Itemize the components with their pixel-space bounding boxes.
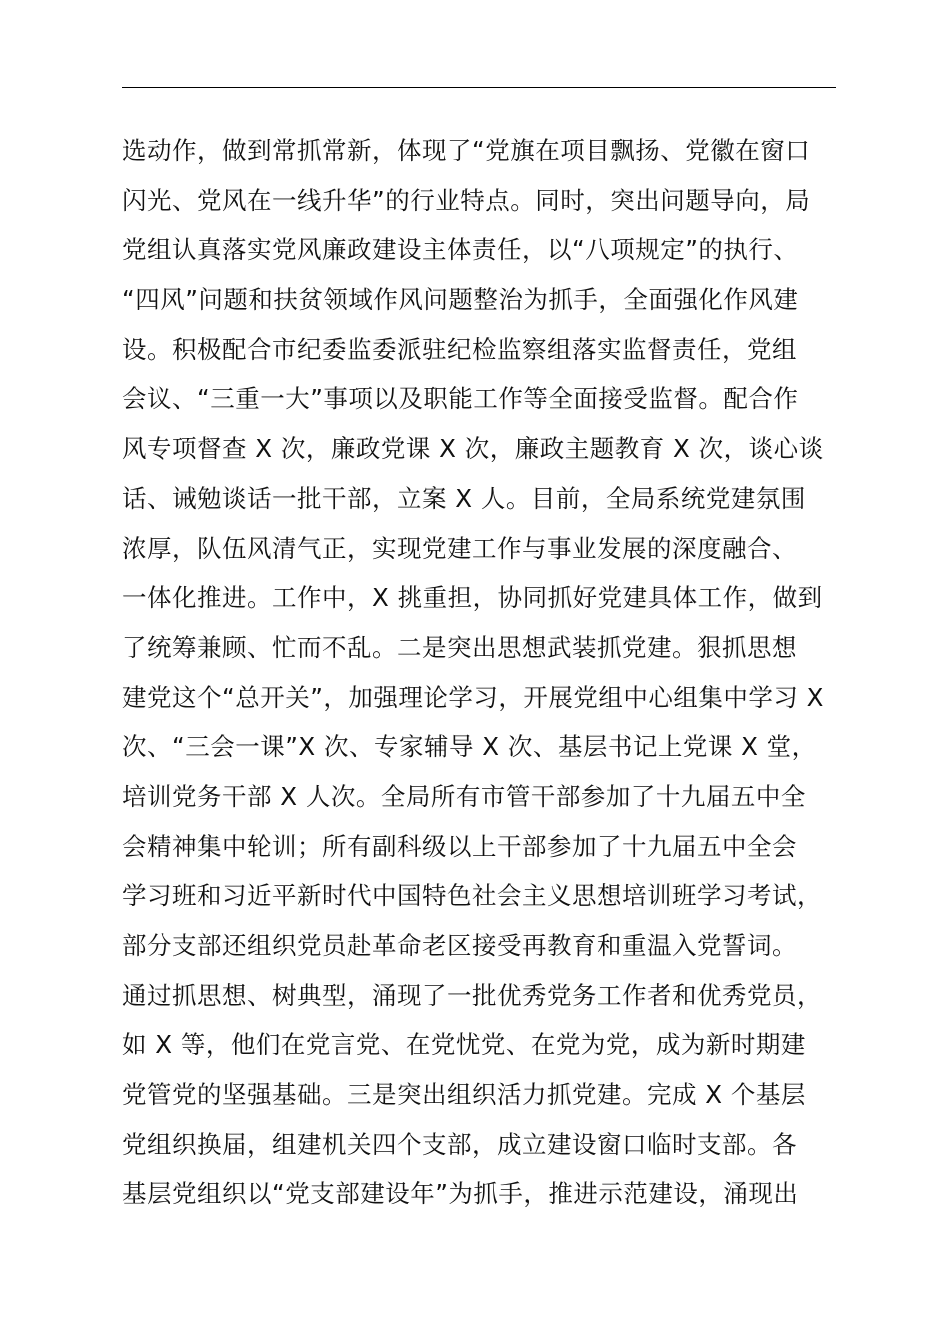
text-line: 会议、“三重一大”事项以及职能工作等全面接受监督。配合作 [122,384,799,414]
text-line: 闪光、党风在一线升华”的行业特点。同时，突出问题导向，局 [122,185,811,215]
text-line: 培训党务干部 X 人次。全局所有市管干部参加了十九届五中全 [122,781,806,811]
text-line: 基层党组织以“党支部建设年”为抓手，推进示范建设，涌现出 [122,1179,799,1209]
text-line: “四风”问题和扶贫领域作风问题整治为抓手，全面强化作风建 [122,285,799,315]
text-line: 一体化推进。工作中，X 挑重担，协同抓好党建具体工作，做到 [122,583,823,613]
text-line: 风专项督查 X 次，廉政党课 X 次，廉政主题教育 X 次，谈心谈 [122,434,824,464]
text-line: 党组织换届，组建机关四个支部，成立建设窗口临时支部。各 [122,1129,797,1159]
text-line: 选动作，做到常抓常新，体现了“党旗在项目飘扬、党徽在窗口 [122,136,811,165]
text-line: 党管党的坚强基础。三是突出组织活力抓党建。完成 X 个基层 [122,1080,806,1110]
text-line: 部分支部还组织党员赴革命老区接受再教育和重温入党誓词。 [122,931,797,960]
text-line: 了统筹兼顾、忙而不乱。二是突出思想武装抓党建。狠抓思想 [122,632,797,662]
text-line: 党组认真落实党风廉政建设主体责任，以“八项规定”的执行、 [122,235,799,265]
text-line: 会精神集中轮训；所有副科级以上干部参加了十九届五中全会 [122,831,797,861]
body-paragraph [122,126,862,1219]
header-divider [122,87,836,88]
text-line: 次、“三会一课”X 次、专家辅导 X 次、基层书记上党课 X 堂， [122,732,817,762]
text-line: 如 X 等，他们在党言党、在党忧党、在党为党，成为新时期建 [122,1030,806,1060]
text-line: 话、诫勉谈话一批干部，立案 X 人。目前，全局系统党建氛围 [122,483,806,513]
text-line: 建党这个“总开关”，加强理论学习，开展党组中心组集中学习 X [122,682,824,712]
text-line: 学习班和习近平新时代中国特色社会主义思想培训班学习考试， [122,881,822,911]
text-line: 浓厚，队伍风清气正，实现党建工作与事业发展的深度融合、 [122,533,797,563]
text-line: 通过抓思想、树典型，涌现了一批优秀党务工作者和优秀党员， [122,980,822,1010]
text-line: 设。积极配合市纪委监委派驻纪检监察组落实监督责任，党组 [122,334,797,364]
